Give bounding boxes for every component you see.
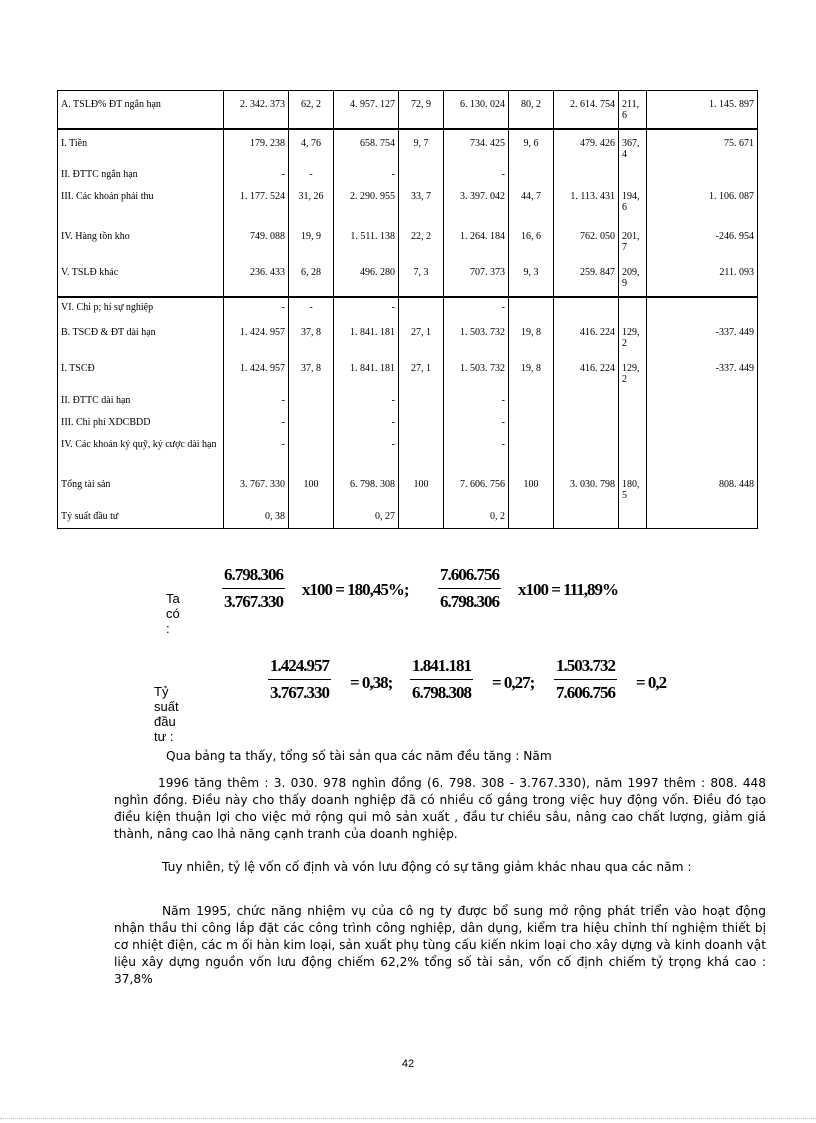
paragraph-intro: Qua bảng ta thấy, tổng số tài sản qua các năm đều tăng : Năm bbox=[166, 749, 552, 763]
cell-v1: 2. 342. 373 bbox=[224, 91, 289, 129]
numerator: 1.424.957 bbox=[268, 656, 331, 680]
cell-v4 bbox=[554, 507, 619, 529]
cell-v5: 808. 448 bbox=[647, 471, 758, 507]
cell-v2: 4. 957. 127 bbox=[334, 91, 399, 129]
cell-p4: 211, 6 bbox=[619, 91, 647, 129]
cell-p3 bbox=[509, 297, 554, 319]
cell-v2: - bbox=[334, 391, 399, 413]
cell-v2: 1. 511. 138 bbox=[334, 223, 399, 259]
cell-p3: 9, 3 bbox=[509, 259, 554, 297]
table-row bbox=[58, 187, 758, 223]
cell-p1: 62, 2 bbox=[289, 91, 334, 129]
cell-p2 bbox=[399, 413, 444, 435]
cell-p4: 194, 6 bbox=[619, 187, 647, 223]
table-row bbox=[58, 297, 758, 319]
cell-p1: 4, 76 bbox=[289, 129, 334, 165]
cell-p4 bbox=[619, 297, 647, 319]
cell-v2: - bbox=[334, 165, 399, 187]
operator-result: = 0,2 bbox=[636, 673, 667, 692]
denominator: 3.767.330 bbox=[270, 683, 329, 702]
cell-v3: 1. 503. 732 bbox=[444, 355, 509, 391]
numerator: 7.606.756 bbox=[438, 565, 501, 589]
cell-v5 bbox=[647, 391, 758, 413]
cell-v4 bbox=[554, 297, 619, 319]
cell-v3: 734. 425 bbox=[444, 129, 509, 165]
cell-p2: 27, 1 bbox=[399, 319, 444, 355]
cell-p2 bbox=[399, 165, 444, 187]
cell-v5: 1. 106. 087 bbox=[647, 187, 758, 223]
row-label: III. Chi phí XDCBDD bbox=[58, 413, 224, 435]
formula-label: Tỷ suất đầu tư : bbox=[154, 684, 179, 744]
cell-v3: - bbox=[444, 413, 509, 435]
cell-v3: 707. 373 bbox=[444, 259, 509, 297]
cell-v1: 179. 238 bbox=[224, 129, 289, 165]
cell-p4: 129, 2 bbox=[619, 319, 647, 355]
cell-p3: 9, 6 bbox=[509, 129, 554, 165]
table-row bbox=[58, 319, 758, 355]
cell-p1 bbox=[289, 391, 334, 413]
numerator: 1.503.732 bbox=[554, 656, 617, 680]
cell-p4 bbox=[619, 507, 647, 529]
cell-v2: 0, 27 bbox=[334, 507, 399, 529]
cell-v1: - bbox=[224, 413, 289, 435]
cell-v4: 416. 224 bbox=[554, 355, 619, 391]
cell-p1: 19, 9 bbox=[289, 223, 334, 259]
cell-p4 bbox=[619, 413, 647, 435]
cell-v1: - bbox=[224, 165, 289, 187]
cell-v5: -337. 449 bbox=[647, 319, 758, 355]
cell-v1: - bbox=[224, 435, 289, 471]
cell-v5 bbox=[647, 165, 758, 187]
table-row bbox=[58, 91, 758, 129]
operator-result: = 0,27; bbox=[492, 673, 535, 692]
asset-structure-table bbox=[57, 90, 758, 529]
cell-p3 bbox=[509, 391, 554, 413]
cell-v3: - bbox=[444, 391, 509, 413]
table-row bbox=[58, 355, 758, 391]
fraction-2 bbox=[438, 565, 501, 612]
table-row bbox=[58, 413, 758, 435]
cell-v3: 0, 2 bbox=[444, 507, 509, 529]
cell-v4: 1. 113. 431 bbox=[554, 187, 619, 223]
cell-v2: 1. 841. 181 bbox=[334, 319, 399, 355]
cell-v2: 658. 754 bbox=[334, 129, 399, 165]
fraction-2 bbox=[410, 656, 473, 703]
row-label: II. ĐTTC dài hạn bbox=[58, 391, 224, 413]
asset-table-container bbox=[57, 90, 758, 529]
cell-p4: 201, 7 bbox=[619, 223, 647, 259]
cell-v5 bbox=[647, 435, 758, 471]
cell-v4 bbox=[554, 435, 619, 471]
cell-v4: 2. 614. 754 bbox=[554, 91, 619, 129]
cell-v5: -246. 954 bbox=[647, 223, 758, 259]
cell-p3 bbox=[509, 435, 554, 471]
numerator: 1.841.181 bbox=[410, 656, 473, 680]
table-row bbox=[58, 223, 758, 259]
cell-p2: 27, 1 bbox=[399, 355, 444, 391]
cell-v4: 762. 050 bbox=[554, 223, 619, 259]
cell-v5: 1. 145. 897 bbox=[647, 91, 758, 129]
cell-p2: 33, 7 bbox=[399, 187, 444, 223]
row-label: IV. Các khoản ký quỹ, ký cược dài hạn bbox=[58, 435, 224, 471]
table-row bbox=[58, 259, 758, 297]
table-row bbox=[58, 471, 758, 507]
cell-v3: - bbox=[444, 297, 509, 319]
page-bottom-rule bbox=[0, 1118, 816, 1119]
operator-result: x100 = 111,89% bbox=[518, 580, 619, 599]
cell-v1: 1. 424. 957 bbox=[224, 319, 289, 355]
cell-v4 bbox=[554, 165, 619, 187]
paragraph-1995: Năm 1995, chức năng nhiệm vụ của cô ng ty được bổ sung mở rộng phát triển vào hoạt động nhận thầu thi công lắp đặt các công trình công nghiệp, dân dụng, kiểm tra hiệu chỉnh thí nghiệm thiết bị cơ nhiệt điện, các m ối hàn kim loại, sản xuất phụ tùng cấu kiến nkim loại cho xây dựng và kinh doanh vật liệu xây dựng nguồn vốn lưu động chiếm 62,2% tổng số tài sản, vốn cố định chiếm tỷ trọng khá cao : 37,8% bbox=[114, 904, 766, 986]
cell-v5 bbox=[647, 507, 758, 529]
cell-p1 bbox=[289, 413, 334, 435]
cell-v2: - bbox=[334, 297, 399, 319]
denominator: 6.798.308 bbox=[412, 683, 471, 702]
cell-v4: 259. 847 bbox=[554, 259, 619, 297]
cell-v4: 3. 030. 798 bbox=[554, 471, 619, 507]
cell-v3: - bbox=[444, 165, 509, 187]
cell-v1: 1. 177. 524 bbox=[224, 187, 289, 223]
cell-p2 bbox=[399, 297, 444, 319]
table-row bbox=[58, 435, 758, 471]
cell-v1: 749. 088 bbox=[224, 223, 289, 259]
row-label: VI. Chi p; hí sự nghiệp bbox=[58, 297, 224, 319]
fraction-1 bbox=[268, 656, 331, 703]
row-label: Tỷ suất đầu tư bbox=[58, 507, 224, 529]
fraction-1 bbox=[222, 565, 285, 612]
cell-v2: 6. 798. 308 bbox=[334, 471, 399, 507]
row-label: B. TSCĐ & ĐT dài hạn bbox=[58, 319, 224, 355]
cell-p3 bbox=[509, 165, 554, 187]
formula-label: Ta có : bbox=[166, 591, 180, 636]
cell-p4: 180, 5 bbox=[619, 471, 647, 507]
cell-v2: 496. 280 bbox=[334, 259, 399, 297]
table-row bbox=[58, 391, 758, 413]
cell-p3 bbox=[509, 413, 554, 435]
cell-p1 bbox=[289, 435, 334, 471]
cell-v3: 3. 397. 042 bbox=[444, 187, 509, 223]
cell-p1 bbox=[289, 507, 334, 529]
cell-p2: 9, 7 bbox=[399, 129, 444, 165]
cell-p4: 129, 2 bbox=[619, 355, 647, 391]
cell-v1: - bbox=[224, 297, 289, 319]
cell-v4 bbox=[554, 413, 619, 435]
table-row bbox=[58, 129, 758, 165]
cell-v5: 75. 671 bbox=[647, 129, 758, 165]
cell-v3: 6. 130. 024 bbox=[444, 91, 509, 129]
cell-p4: 367, 4 bbox=[619, 129, 647, 165]
cell-p1: - bbox=[289, 297, 334, 319]
cell-p1: 6, 28 bbox=[289, 259, 334, 297]
operator-result: x100 = 180,45%; bbox=[302, 580, 409, 599]
cell-v5 bbox=[647, 297, 758, 319]
cell-v3: 7. 606. 756 bbox=[444, 471, 509, 507]
numerator: 6.798.306 bbox=[222, 565, 285, 589]
cell-p2: 72, 9 bbox=[399, 91, 444, 129]
cell-v2: 1. 841. 181 bbox=[334, 355, 399, 391]
cell-p2: 22, 2 bbox=[399, 223, 444, 259]
cell-v5: -337. 449 bbox=[647, 355, 758, 391]
cell-v1: - bbox=[224, 391, 289, 413]
cell-p4 bbox=[619, 391, 647, 413]
cell-p3: 100 bbox=[509, 471, 554, 507]
table-row bbox=[58, 507, 758, 529]
cell-v1: 1. 424. 957 bbox=[224, 355, 289, 391]
cell-p3: 44, 7 bbox=[509, 187, 554, 223]
cell-v2: - bbox=[334, 435, 399, 471]
operator-result: = 0,38; bbox=[350, 673, 393, 692]
row-label: I. Tiền bbox=[58, 129, 224, 165]
row-label: Tổng tài sản bbox=[58, 471, 224, 507]
cell-v2: 2. 290. 955 bbox=[334, 187, 399, 223]
cell-v4: 416. 224 bbox=[554, 319, 619, 355]
cell-p1: 31, 26 bbox=[289, 187, 334, 223]
cell-p1: - bbox=[289, 165, 334, 187]
row-label: I. TSCĐ bbox=[58, 355, 224, 391]
row-label: V. TSLĐ khác bbox=[58, 259, 224, 297]
cell-v3: - bbox=[444, 435, 509, 471]
cell-p1: 100 bbox=[289, 471, 334, 507]
cell-p4 bbox=[619, 435, 647, 471]
cell-v1: 3. 767. 330 bbox=[224, 471, 289, 507]
cell-p3 bbox=[509, 507, 554, 529]
denominator: 3.767.330 bbox=[224, 592, 283, 611]
cell-p3: 16, 6 bbox=[509, 223, 554, 259]
denominator: 6.798.306 bbox=[440, 592, 499, 611]
cell-p2: 100 bbox=[399, 471, 444, 507]
cell-p4 bbox=[619, 165, 647, 187]
cell-p2 bbox=[399, 435, 444, 471]
cell-p4: 209, 9 bbox=[619, 259, 647, 297]
denominator: 7.606.756 bbox=[556, 683, 615, 702]
cell-v1: 236. 433 bbox=[224, 259, 289, 297]
cell-v4: 479. 426 bbox=[554, 129, 619, 165]
fraction-3 bbox=[554, 656, 617, 703]
cell-p2 bbox=[399, 391, 444, 413]
cell-v1: 0, 38 bbox=[224, 507, 289, 529]
cell-p3: 19, 8 bbox=[509, 355, 554, 391]
cell-p3: 19, 8 bbox=[509, 319, 554, 355]
row-label: III. Các khoản phải thu bbox=[58, 187, 224, 223]
cell-v4 bbox=[554, 391, 619, 413]
row-label: IV. Hàng tồn kho bbox=[58, 223, 224, 259]
row-label: A. TSLĐ% ĐT ngắn hạn bbox=[58, 91, 224, 129]
cell-p1: 37, 8 bbox=[289, 355, 334, 391]
cell-p2 bbox=[399, 507, 444, 529]
cell-v5: 211. 093 bbox=[647, 259, 758, 297]
cell-v3: 1. 503. 732 bbox=[444, 319, 509, 355]
cell-p3: 80, 2 bbox=[509, 91, 554, 129]
paragraph-ratio-change: Tuy nhiên, tỷ lệ vốn cố định và vón lưu động có sự tăng giảm khác nhau qua các năm : bbox=[162, 860, 692, 874]
cell-p2: 7, 3 bbox=[399, 259, 444, 297]
cell-p1: 37, 8 bbox=[289, 319, 334, 355]
page-number: 42 bbox=[401, 1058, 415, 1070]
cell-v2: - bbox=[334, 413, 399, 435]
table-body bbox=[58, 91, 758, 529]
table-row bbox=[58, 165, 758, 187]
row-label: II. ĐTTC ngắn hạn bbox=[58, 165, 224, 187]
paragraph-growth: 1996 tăng thêm : 3. 030. 978 nghìn đồng (6. 798. 308 - 3.767.330), năm 1997 thêm : 808. 448 nghìn đồng. Điều này cho thấy doanh nghiệp đã có nhiều cố gắng trong việc huy động vốn. Điều đó tạo điều kiện thuận lợi cho việc mở rộng qui mô sản xuất , đầu tư chiều sâu, nâng cao chất lượng, giảm giá thành, nâng cao lhả năng cạnh tranh của doanh nghiệp. bbox=[114, 776, 766, 841]
cell-v3: 1. 264. 184 bbox=[444, 223, 509, 259]
cell-v5 bbox=[647, 413, 758, 435]
